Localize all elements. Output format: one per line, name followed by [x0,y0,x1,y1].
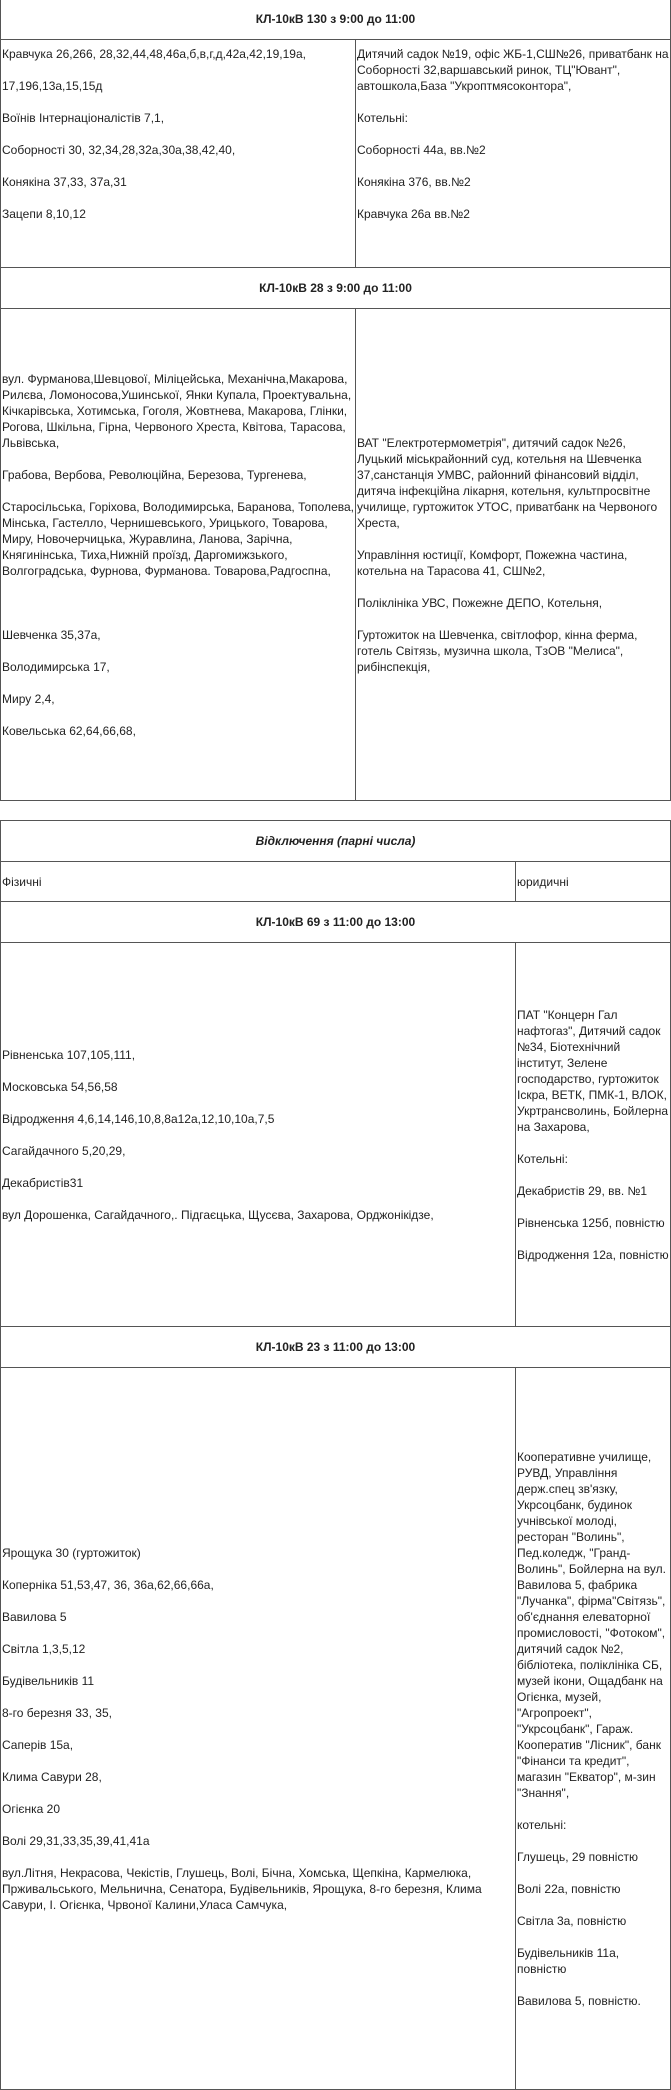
entity-line: Світла 3а, повністю [517,1913,627,1928]
address-line: Коперніка 51,53,47, 36, 36а,62,66,66а, [2,1577,214,1592]
address-line: Вавилова 5 [2,1609,67,1624]
physical-addresses-cell [1,40,356,268]
entity-line: Будівельників 11а, повністю [517,1945,620,1976]
section-row [1,943,671,1327]
address-line: 8-го березня 33, 35, [2,1705,112,1720]
table-title: Відключення (парні числа) [1,821,671,862]
entity-line: Вавилова 5, повністю. [517,1993,641,2008]
entity-line: ПАТ "Концерн Гал нафтогаз", Дитячий садок №34, Біотехнічний інститут, Зелене господарство, гуртожиток Іскра, ВЕТК, ПМК-1, ВЛОК, Укртрансволинь, Бойлерна на Захарова, [517,1007,669,1134]
entity-line: Декабристів 29, вв. №1 [517,1183,648,1198]
entity-line: Рівненська 125б, повністю [517,1215,665,1230]
section-row [1,309,671,801]
entity-line: Соборності 44а, вв.№2 [357,143,486,157]
address-line: Шевченка 35,37а, [2,627,101,642]
section-header: КЛ-10кВ 69 з 11:00 до 13:00 [1,902,671,943]
address-line: Зацепи 8,10,12 [2,207,86,221]
address-line: Конякіна 37,33, 37а,31 [2,175,127,189]
address-line: Соборності 30, 32,34,28,32а,30а,38,42,40, [2,143,236,157]
address-line: Миру 2,4, [2,691,55,706]
outage-table-even [0,820,671,2090]
physical-addresses-cell [1,1368,516,2090]
address-line: 17,196,13а,15,15д [2,79,103,93]
address-line: Сагайдачного 5,20,29, [2,1143,126,1158]
address-line: Грабова, Вербова, Революційна, Березова, Тургенева, [2,467,307,482]
physical-addresses-cell [1,309,356,801]
section-header-row [1,902,671,943]
address-line: Володимирська 17, [2,659,110,674]
section-header-row [1,268,671,309]
table-title-row [1,821,671,862]
entity-line: Конякіна 376, вв.№2 [357,175,471,189]
entity-line: Котельні: [517,1151,568,1166]
address-line: Декабристів31 [2,1175,84,1190]
entity-line: Управління юстиції, Комфорт, Пожежна частина, котельна на Тарасова 41, СШ№2, [357,547,628,578]
column-header-row [1,862,671,902]
section-header: КЛ-10кВ 23 з 11:00 до 13:00 [1,1327,671,1368]
physical-addresses-cell [1,943,516,1327]
address-line: Волі 29,31,33,35,39,41,41а [2,1833,150,1848]
address-line: вул.Літня, Некрасова, Чекістів, Глушець, Волі, Бічна, Хомська, Щепкіна, Кармелюка, Прживальського, Мельнична, Сенатора, Будівельників, Ярощука, 8-го березня, Клима Савури, І. Огієнка, Чрвоної Калини,Уласа Самчука, [2,1865,482,1912]
legal-entities-cell [356,40,671,268]
address-line: Рівненська 107,105,111, [2,1047,136,1062]
section-header: КЛ-10кВ 28 з 9:00 до 11:00 [1,268,671,309]
entity-line: Кооперативне училище, РУВД, Управління держ.спец зв'язку, Укрсоцбанк, будинок учнівської молоді, ресторан "Волинь", Пед.коледж, "Гранд-Волинь", Бойлерна на вул. Вавилова 5, фабрика "Лучанка", фірма"Світязь", об'єднання елеваторної промисловості, "Фотоком", дитячий садок №2, бібліотека, поліклініка СБ, музей ікони, Ощадбанк на Огієнка, музей, "Агропроект", "Укрсоцбанк", Гараж. Кооператив "Лісник", банк "Фінанси та кредит", магазин "Екватор", м-зин "Знання", [517,1449,666,1800]
entity-line: Кравчука 26а вв.№2 [357,207,470,221]
address-line: Воїнів Інтернаціоналістів 7,1, [2,111,165,125]
address-line: Кравчука 26,266, 28,32,44,48,46а,б,в,г,д,42а,42,19,19а, [2,47,306,61]
section-header-row [1,0,671,40]
entity-line: Глушець, 29 повністю [517,1849,638,1864]
address-line: Світла 1,3,5,12 [2,1641,86,1656]
address-line: Ярощука 30 (гуртожиток) [2,1545,141,1560]
address-line: Будівельників 11 [2,1673,95,1688]
address-line: Старосільська, Горіхова, Володимирська, Баранова, Тополева, Мінська, Гастелло, Чернишевського, Урицького, Товарова, Миру, Новочерчицька, Журавлина, Ланова, Зарічна, Княгинінська, Тиха,Нижній проїзд, Даргомижзького, Волгоградська, Фурнова, Фурманова. Товарова,Радгоспна, [2,499,354,578]
address-line: Московська 54,56,58 [2,1079,118,1094]
address-line: Огієнка 20 [2,1801,60,1816]
column-header-physical: Фізичні [1,862,516,902]
legal-entities-cell [516,1368,671,2090]
address-line [2,595,354,611]
address-line: вул. Фурманова,Шевцової, Міліцейська, Механічна,Макарова, Рилєва, Ломоносова,Ушинської, Янки Купала, Проектувальна, Кічкарівська, Хотимська, Гоголя, Жовтнева, Макарова, Глінки, Рогова, Шкільна, Гірна, Червоного Хреста, Квітова, Тарасова, Львівська, [2,371,352,450]
entity-line: котельні: [517,1817,567,1832]
address-line: вул Дорошенка, Сагайдачного,. Підгаєцька, Щусєва, Захарова, Орджонікідзе, [2,1207,434,1222]
section-row [1,1368,671,2090]
entity-line: Волі 22а, повністю [517,1881,621,1896]
address-line: Клима Савури 28, [2,1769,102,1784]
address-line: Ковельська 62,64,66,68, [2,723,136,738]
section-header-row [1,1327,671,1368]
entity-line: Гуртожиток на Шевченка, світлофор, кінна ферма, готель Світязь, музична школа, ТзОВ "Мелиса", рибінспекція, [357,627,638,674]
entity-line: Відродження 12а, повністю [517,1247,669,1262]
section-row [1,40,671,268]
column-header-legal: юридичні [516,862,671,902]
address-line: Саперів 15а, [2,1737,74,1752]
legal-entities-cell [516,943,671,1327]
entity-line: Котельні: [357,111,408,125]
entity-line: ВАТ "Електротермометрія", дитячий садок №26, Луцький міськрайонний суд, котельня на Шевченка 37,санстанція УМВС, районний фінансовий відділ, дитяча інфекційна лікарня, котельня, культпросвітне училище, гуртожиток УТОС, приватбанк на Червоного Хреста, [357,435,658,530]
outage-table-odd [0,0,671,801]
entity-line: Дитячий садок №19, офіс ЖБ-1,СШ№26, приватбанк на Соборності 32,варшавський ринок, ТЦ"Ювант", автошкола,База "Укроптмясоконтора", [357,47,669,93]
address-line: Відродження 4,6,14,146,10,8,8а12а,12,10,10а,7,5 [2,1111,275,1126]
legal-entities-cell [356,309,671,801]
entity-line: Поліклініка УВС, Пожежне ДЕПО, Котельня, [357,595,603,610]
section-header: КЛ-10кВ 130 з 9:00 до 11:00 [1,0,671,40]
